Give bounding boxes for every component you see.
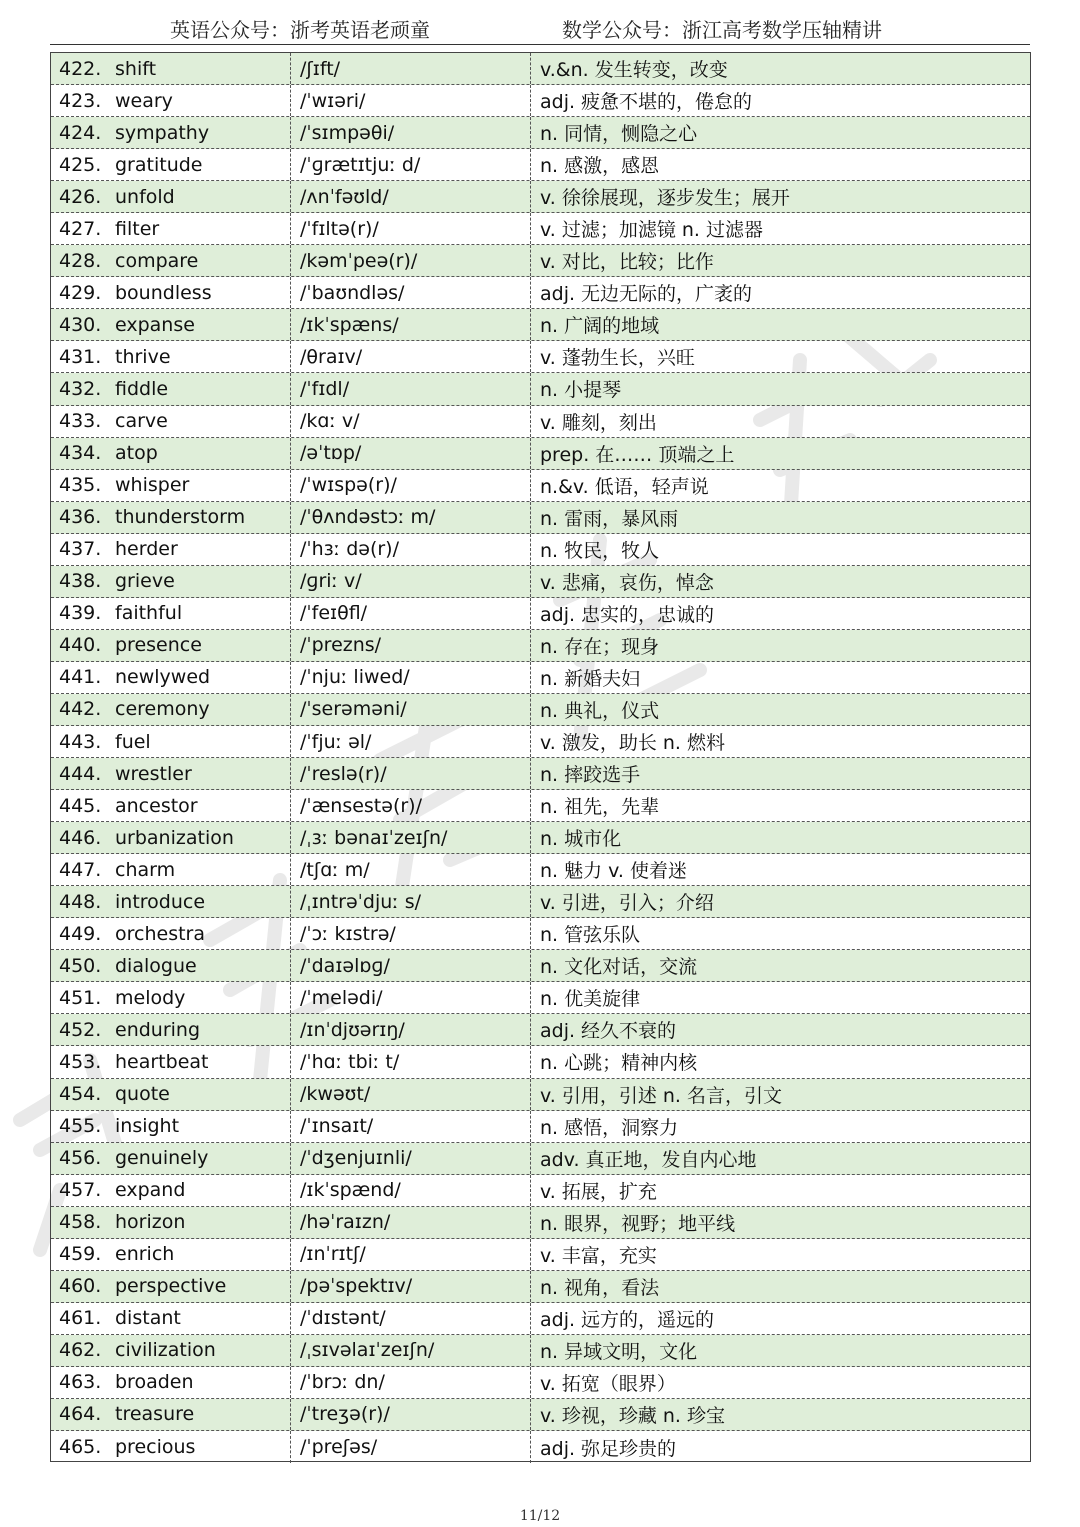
- table-row: [51, 1367, 1030, 1399]
- table-row: [51, 117, 1030, 149]
- word-cell: [51, 1014, 291, 1045]
- phonetic-cell: /ˈɡrætɪtjuː d/: [291, 149, 531, 180]
- word-cell: [51, 117, 291, 148]
- word-cell: [51, 1143, 291, 1174]
- table-row: [51, 1111, 1030, 1143]
- entry-number: 433.: [59, 410, 102, 433]
- entry-number: 444.: [59, 762, 102, 785]
- table-row: [51, 694, 1030, 726]
- table-row: [51, 534, 1030, 566]
- entry-number: 424.: [59, 121, 102, 144]
- meaning-cell: adj. 远方的，遥远的: [540, 1308, 715, 1331]
- table-row: [51, 726, 1030, 758]
- word-cell: [51, 694, 291, 725]
- math-account-label: 数学公众号：浙江高考数学压轴精讲: [562, 18, 882, 42]
- word-cell: [51, 1239, 291, 1270]
- meaning-cell: v. 悲痛，哀伤，悼念: [540, 571, 714, 594]
- entry-number: 451.: [59, 986, 102, 1009]
- table-row: [51, 1271, 1030, 1303]
- word-cell: [51, 245, 291, 276]
- meaning-cell: v. 拓宽（眼界）: [540, 1372, 676, 1395]
- phonetic-cell: /ˈpreʃəs/: [291, 1431, 531, 1463]
- entry-word: thunderstorm: [115, 506, 246, 529]
- word-cell: [51, 1271, 291, 1302]
- phonetic-cell: /ˈbaʊndləs/: [291, 277, 531, 308]
- table-row: [51, 406, 1030, 438]
- word-cell: [51, 918, 291, 949]
- phonetic-cell: /ˌɪntrəˈdjuː s/: [291, 886, 531, 917]
- table-row: [51, 854, 1030, 886]
- meaning-cell: v. 珍视，珍藏 n. 珍宝: [540, 1404, 726, 1427]
- phonetic-cell: /tʃɑː m/: [291, 854, 531, 885]
- table-row: [51, 822, 1030, 854]
- table-row: [51, 758, 1030, 790]
- table-row: [51, 1046, 1030, 1078]
- word-cell: [51, 854, 291, 885]
- phonetic-cell: /ˈprezns/: [291, 630, 531, 661]
- table-row: [51, 630, 1030, 662]
- entry-number: 460.: [59, 1275, 102, 1298]
- word-cell: [51, 662, 291, 693]
- phonetic-cell: /ɡriː v/: [291, 566, 531, 597]
- phonetic-cell: /ˈreslə(r)/: [291, 758, 531, 789]
- entry-number: 443.: [59, 730, 102, 753]
- word-cell: [51, 438, 291, 469]
- entry-word: fuel: [115, 730, 151, 753]
- word-cell: [51, 213, 291, 244]
- word-cell: [51, 1335, 291, 1366]
- phonetic-cell: /ˈfeɪθfl/: [291, 598, 531, 629]
- phonetic-cell: /ʌnˈfəʊld/: [291, 181, 531, 212]
- phonetic-cell: /ɪkˈspæns/: [291, 309, 531, 340]
- phonetic-cell: /ˈwɪəri/: [291, 85, 531, 116]
- entry-number: 431.: [59, 345, 102, 368]
- table-row: [51, 438, 1030, 470]
- table-row: [51, 1207, 1030, 1239]
- meaning-cell: v. 丰富，充实: [540, 1244, 657, 1267]
- phonetic-cell: /ˈθʌndəstɔː m/: [291, 502, 531, 533]
- entry-number: 446.: [59, 826, 102, 849]
- word-cell: [51, 1207, 291, 1238]
- word-cell: [51, 950, 291, 981]
- meaning-cell: adj. 无边无际的，广袤的: [540, 283, 753, 306]
- entry-number: 432.: [59, 377, 102, 400]
- entry-word: perspective: [115, 1275, 227, 1298]
- entry-number: 439.: [59, 602, 102, 625]
- entry-word: orchestra: [115, 922, 205, 945]
- meaning-cell: adj. 疲惫不堪的，倦怠的: [540, 91, 753, 114]
- entry-number: 457.: [59, 1179, 102, 1202]
- entry-number: 461.: [59, 1307, 102, 1330]
- phonetic-cell: /θraɪv/: [291, 341, 531, 372]
- word-cell: [51, 598, 291, 629]
- word-cell: [51, 502, 291, 533]
- phonetic-cell: /ˈdaɪəlɒɡ/: [291, 950, 531, 981]
- meaning-cell: n. 存在；现身: [540, 635, 660, 658]
- entry-number: 430.: [59, 313, 102, 336]
- word-cell: [51, 470, 291, 501]
- entry-word: carve: [115, 410, 168, 433]
- entry-number: 450.: [59, 954, 102, 977]
- entry-number: 458.: [59, 1211, 102, 1234]
- page-number: 11/12: [519, 1508, 561, 1524]
- meaning-cell: v. 对比，比较；比作: [540, 251, 714, 274]
- entry-number: 428.: [59, 249, 102, 272]
- word-cell: [51, 1399, 291, 1430]
- entry-word: grieve: [115, 570, 175, 593]
- table-row: [51, 341, 1030, 373]
- entry-word: civilization: [115, 1339, 216, 1362]
- entry-word: sympathy: [115, 121, 210, 144]
- meaning-cell: v.&n. 发生转变，改变: [540, 59, 728, 82]
- meaning-cell: v. 雕刻，刻出: [540, 411, 657, 434]
- word-cell: [51, 181, 291, 212]
- meaning-cell: n. 祖先，先辈: [540, 796, 660, 819]
- entry-word: ancestor: [115, 794, 198, 817]
- entry-number: 425.: [59, 153, 102, 176]
- entry-number: 427.: [59, 217, 102, 240]
- meaning-cell: n. 管弦乐队: [540, 924, 641, 947]
- meaning-cell: v. 徐徐展现，逐步发生；展开: [540, 187, 790, 210]
- table-row: [51, 982, 1030, 1014]
- meaning-cell: adv. 真正地，发自内心地: [540, 1148, 757, 1171]
- phonetic-cell: /ˌsɪvəlaɪˈzeɪʃn/: [291, 1335, 531, 1366]
- phonetic-cell: /ˌɜː bənaɪˈzeɪʃn/: [291, 822, 531, 853]
- phonetic-cell: /pəˈspektɪv/: [291, 1271, 531, 1302]
- entry-number: 464.: [59, 1403, 102, 1426]
- meaning-cell: n. 同情，恻隐之心: [540, 123, 698, 146]
- entry-word: compare: [115, 249, 199, 272]
- phonetic-cell: /ɪnˈdjʊərɪŋ/: [291, 1014, 531, 1045]
- entry-number: 459.: [59, 1243, 102, 1266]
- entry-word: precious: [115, 1436, 196, 1459]
- entry-word: enduring: [115, 1018, 201, 1041]
- word-cell: [51, 1079, 291, 1110]
- meaning-cell: n. 感激，感恩: [540, 155, 660, 178]
- entry-word: dialogue: [115, 954, 197, 977]
- word-cell: [51, 758, 291, 789]
- table-row: [51, 373, 1030, 405]
- word-cell: [51, 1046, 291, 1077]
- word-cell: [51, 982, 291, 1013]
- phonetic-cell: /ɪnˈrɪtʃ/: [291, 1239, 531, 1270]
- word-cell: [51, 341, 291, 372]
- phonetic-cell: /ˈserəməni/: [291, 694, 531, 725]
- table-row: [51, 277, 1030, 309]
- meaning-cell: n. 异域文明，文化: [540, 1340, 698, 1363]
- phonetic-cell: /ʃɪft/: [291, 53, 531, 84]
- entry-word: quote: [115, 1083, 170, 1106]
- table-row: [51, 1143, 1030, 1175]
- word-cell: [51, 726, 291, 757]
- entry-number: 438.: [59, 570, 102, 593]
- phonetic-cell: /ˈɔː kɪstrə/: [291, 918, 531, 949]
- meaning-cell: adj. 忠实的，忠诚的: [540, 603, 715, 626]
- page-header: [50, 12, 1030, 45]
- word-cell: [51, 309, 291, 340]
- entry-number: 442.: [59, 698, 102, 721]
- entry-word: filter: [115, 217, 160, 240]
- phonetic-cell: /həˈraɪzn/: [291, 1207, 531, 1238]
- meaning-cell: v. 蓬勃生长，兴旺: [540, 347, 695, 370]
- entry-word: insight: [115, 1115, 180, 1138]
- entry-word: gratitude: [115, 153, 203, 176]
- table-row: [51, 566, 1030, 598]
- phonetic-cell: /ˈnjuː liwed/: [291, 662, 531, 693]
- table-row: [51, 1239, 1030, 1271]
- meaning-cell: v. 拓展，扩充: [540, 1180, 657, 1203]
- meaning-cell: v. 引进，引入；介绍: [540, 892, 714, 915]
- word-cell: [51, 534, 291, 565]
- table-row: [51, 950, 1030, 982]
- table-row: [51, 790, 1030, 822]
- meaning-cell: n. 心跳；精神内核: [540, 1052, 698, 1075]
- word-cell: [51, 53, 291, 84]
- table-row: [51, 245, 1030, 277]
- table-row: [51, 502, 1030, 534]
- phonetic-cell: /ˈwɪspə(r)/: [291, 470, 531, 501]
- entry-word: faithful: [115, 602, 183, 625]
- meaning-cell: n. 摔跤选手: [540, 764, 641, 787]
- table-row: [51, 1335, 1030, 1367]
- phonetic-cell: /ˈhɜː də(r)/: [291, 534, 531, 565]
- meaning-cell: n. 典礼，仪式: [540, 699, 660, 722]
- table-row: [51, 181, 1030, 213]
- meaning-cell: n. 文化对话，交流: [540, 956, 698, 979]
- phonetic-cell: /ˈdɪstənt/: [291, 1303, 531, 1334]
- table-row: [51, 470, 1030, 502]
- meaning-cell: v. 引用，引述 n. 名言，引文: [540, 1084, 783, 1107]
- word-cell: [51, 406, 291, 437]
- table-row: [51, 1014, 1030, 1046]
- meaning-cell: n. 感悟，洞察力: [540, 1116, 679, 1139]
- entry-word: weary: [115, 89, 173, 112]
- phonetic-cell: /kəmˈpeə(r)/: [291, 245, 531, 276]
- meaning-cell: v. 激发，助长 n. 燃料: [540, 732, 726, 754]
- entry-number: 435.: [59, 474, 102, 497]
- entry-word: shift: [115, 57, 157, 80]
- phonetic-cell: /ˈsɪmpəθi/: [291, 117, 531, 148]
- phonetic-cell: /ˈdʒenjuɪnli/: [291, 1143, 531, 1174]
- word-cell: [51, 1367, 291, 1398]
- entry-word: herder: [115, 538, 178, 561]
- entry-number: 456.: [59, 1147, 102, 1170]
- entry-word: whisper: [115, 474, 190, 497]
- entry-word: fiddle: [115, 377, 169, 400]
- entry-word: unfold: [115, 185, 175, 208]
- entry-number: 426.: [59, 185, 102, 208]
- entry-number: 447.: [59, 858, 102, 881]
- entry-number: 462.: [59, 1339, 102, 1362]
- phonetic-cell: /kɑː v/: [291, 406, 531, 437]
- entry-word: boundless: [115, 281, 212, 304]
- phonetic-cell: /ˈmelədi/: [291, 982, 531, 1013]
- meaning-cell: n. 城市化: [540, 828, 622, 851]
- entry-word: horizon: [115, 1211, 186, 1234]
- entry-number: 465.: [59, 1436, 102, 1459]
- entry-word: genuinely: [115, 1147, 209, 1170]
- meaning-cell: n. 广阔的地域: [540, 315, 660, 338]
- table-row: [51, 309, 1030, 341]
- phonetic-cell: /ˈfɪltə(r)/: [291, 213, 531, 244]
- entry-number: 423.: [59, 89, 102, 112]
- table-row: [51, 213, 1030, 245]
- phonetic-cell: /ˈfɪdl/: [291, 373, 531, 404]
- meaning-cell: adj. 弥足珍贵的: [540, 1437, 677, 1460]
- meaning-cell: prep. 在…… 顶端之上: [540, 443, 735, 466]
- word-cell: [51, 630, 291, 661]
- entry-word: distant: [115, 1307, 181, 1330]
- table-row: [51, 598, 1030, 630]
- meaning-cell: n. 优美旋律: [540, 988, 641, 1011]
- entry-number: 454.: [59, 1083, 102, 1106]
- meaning-cell: v. 过滤；加滤镜 n. 过滤器: [540, 219, 764, 242]
- entry-number: 441.: [59, 666, 102, 689]
- word-cell: [51, 566, 291, 597]
- entry-number: 422.: [59, 57, 102, 80]
- entry-number: 445.: [59, 794, 102, 817]
- table-row: [51, 1431, 1030, 1463]
- entry-word: broaden: [115, 1371, 194, 1394]
- entry-word: urbanization: [115, 826, 234, 849]
- entry-number: 440.: [59, 634, 102, 657]
- entry-number: 429.: [59, 281, 102, 304]
- meaning-cell: n. 牧民，牧人: [540, 539, 660, 562]
- table-row: [51, 1399, 1030, 1431]
- entry-word: charm: [115, 858, 176, 881]
- meaning-cell: n. 视角，看法: [540, 1276, 660, 1299]
- entry-number: 455.: [59, 1115, 102, 1138]
- word-cell: [51, 149, 291, 180]
- entry-word: atop: [115, 442, 158, 465]
- phonetic-cell: /ɪkˈspænd/: [291, 1175, 531, 1206]
- entry-word: ceremony: [115, 698, 210, 721]
- entry-number: 463.: [59, 1371, 102, 1394]
- phonetic-cell: /ˈɪnsaɪt/: [291, 1111, 531, 1142]
- meaning-cell: n. 新婚夫妇: [540, 667, 641, 690]
- phonetic-cell: /ˈænsestə(r)/: [291, 790, 531, 821]
- word-cell: [51, 1431, 291, 1463]
- table-row: [51, 85, 1030, 117]
- phonetic-cell: /ˈhɑː tbiː t/: [291, 1046, 531, 1077]
- table-row: [51, 1303, 1030, 1335]
- entry-word: expand: [115, 1179, 186, 1202]
- entry-word: melody: [115, 986, 186, 1009]
- entry-number: 449.: [59, 922, 102, 945]
- entry-number: 434.: [59, 442, 102, 465]
- table-row: [51, 1175, 1030, 1207]
- word-cell: [51, 1175, 291, 1206]
- table-row: [51, 1079, 1030, 1111]
- entry-word: wrestler: [115, 762, 192, 785]
- entry-number: 453.: [59, 1050, 102, 1073]
- phonetic-cell: /ˈbrɔː dn/: [291, 1367, 531, 1398]
- entry-word: thrive: [115, 345, 171, 368]
- meaning-cell: n. 眼界，视野；地平线: [540, 1212, 736, 1235]
- entry-word: presence: [115, 634, 202, 657]
- word-cell: [51, 373, 291, 404]
- entry-word: treasure: [115, 1403, 195, 1426]
- phonetic-cell: /ˈfjuː əl/: [291, 726, 531, 757]
- meaning-cell: n. 魅力 v. 使着迷: [540, 860, 688, 883]
- entry-number: 436.: [59, 506, 102, 529]
- word-cell: [51, 85, 291, 116]
- table-row: [51, 918, 1030, 950]
- word-cell: [51, 1303, 291, 1334]
- entry-word: introduce: [115, 890, 206, 913]
- entry-number: 437.: [59, 538, 102, 561]
- entry-number: 448.: [59, 890, 102, 913]
- vocabulary-table: [50, 52, 1031, 1462]
- word-cell: [51, 822, 291, 853]
- word-cell: [51, 277, 291, 308]
- meaning-cell: n. 小提琴: [540, 379, 622, 402]
- phonetic-cell: /ˈtreʒə(r)/: [291, 1399, 531, 1430]
- table-row: [51, 53, 1030, 85]
- word-cell: [51, 886, 291, 917]
- table-row: [51, 886, 1030, 918]
- entry-word: enrich: [115, 1243, 175, 1266]
- entry-word: heartbeat: [115, 1050, 209, 1073]
- entry-word: expanse: [115, 313, 195, 336]
- entry-number: 452.: [59, 1018, 102, 1041]
- meaning-cell: n.&v. 低语，轻声说: [540, 475, 709, 498]
- phonetic-cell: /kwəʊt/: [291, 1079, 531, 1110]
- entry-word: newlywed: [115, 666, 211, 689]
- table-row: [51, 662, 1030, 694]
- word-cell: [51, 1111, 291, 1142]
- english-account-label: 英语公众号：浙考英语老顽童: [170, 18, 430, 42]
- phonetic-cell: /əˈtɒp/: [291, 438, 531, 469]
- meaning-cell: n. 雷雨，暴风雨: [540, 507, 679, 530]
- meaning-cell: adj. 经久不衰的: [540, 1020, 677, 1043]
- table-row: [51, 149, 1030, 181]
- word-cell: [51, 790, 291, 821]
